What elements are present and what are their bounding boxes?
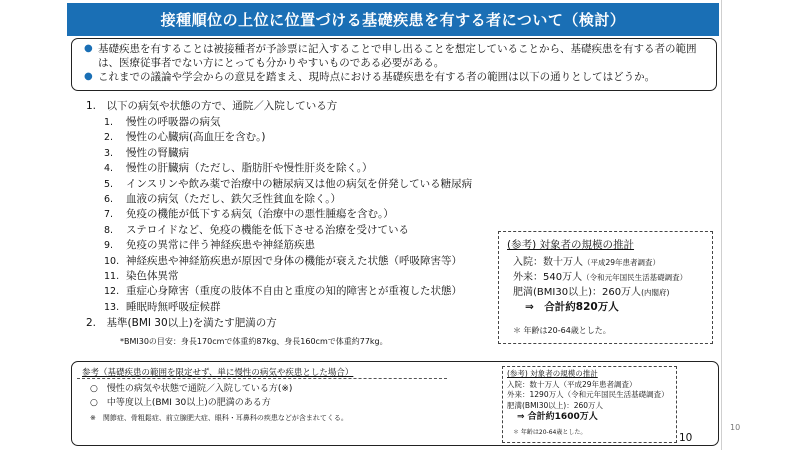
- intro-bullet: [84, 70, 710, 84]
- slide-number: 10: [730, 423, 741, 432]
- estimate-row: 外来：1290万人（令和元年国民生活基礎調査）: [507, 390, 669, 399]
- list-item: [104, 177, 516, 192]
- list-item: ○ 中等度以上(BMI 30以上)の肥満のある方: [90, 398, 271, 408]
- reference-estimate-box: [498, 231, 713, 344]
- list-item: ○ 慢性の病気や状態で通院／入院している方(※): [90, 384, 293, 394]
- item-text: 慢性の腎臓病: [126, 146, 189, 159]
- condition-list: [104, 115, 516, 315]
- estimate-row: [513, 270, 706, 285]
- estimate-source: （令和元年国民生活基礎調査）: [582, 273, 688, 282]
- obesity-section: [86, 315, 388, 347]
- reference-estimate-box-2: [502, 366, 677, 443]
- item-text: 慢性の心臓病(高血圧を含む。): [126, 131, 266, 144]
- age-note: ＊ 年齢は20-64歳とした。: [513, 429, 587, 436]
- list-item: [104, 284, 516, 299]
- item-number: 2.: [104, 132, 114, 144]
- item-number: 7.: [104, 209, 114, 221]
- estimate-row: 肥満(BMI30以上)：260万人: [507, 400, 604, 410]
- estimate-source: （平成29年患者調査）: [583, 258, 661, 267]
- list-item: [104, 207, 516, 222]
- list-item: [104, 254, 516, 269]
- age-note: ＊ 年齢は20-64歳とした。: [513, 326, 611, 335]
- estimate-row: 入院：数十万人（平成29年患者調査）: [507, 379, 637, 389]
- item-number: 13.: [104, 301, 120, 313]
- scope-list: [90, 382, 292, 410]
- slide-edge-line: [721, 0, 722, 450]
- item-number: 3.: [104, 147, 114, 159]
- page-number: 10: [679, 432, 693, 444]
- dashed-divider: [77, 378, 447, 379]
- bmi-note: *BMI30の目安：身長170cmで体重約87kg、身長160cmで体重約77kg。: [120, 337, 388, 346]
- item-text: ステロイドなど、免疫の機能を低下させる治療を受けている: [126, 223, 409, 236]
- list-item: [104, 146, 516, 161]
- item-number: 9.: [104, 240, 114, 252]
- section2-heading: 2. 基準(BMI 30以上)を満たす肥満の方: [86, 317, 277, 329]
- estimate-label: 外来：540万人: [513, 272, 583, 283]
- item-text: 免疫の機能が低下する病気（治療中の悪性腫瘍を含む。）: [126, 208, 394, 221]
- list-item: [104, 161, 516, 176]
- estimate-total: ⇒ 合計約820万人: [525, 301, 619, 313]
- item-number: 11.: [104, 270, 120, 282]
- estimate-row: [513, 285, 706, 300]
- item-text: 慢性の呼吸器の病気: [126, 116, 221, 128]
- item-number: 6.: [104, 193, 114, 205]
- reference-title: (参考) 対象者の規模の推計: [507, 239, 635, 251]
- reference-scope-box: [71, 361, 719, 446]
- list-item: [104, 269, 516, 284]
- item-text: 染色体異常: [126, 269, 179, 282]
- item-text: 免疫の異常に伴う神経疾患や神経筋疾患: [126, 239, 315, 252]
- item-text: 睡眠時無呼吸症候群: [126, 300, 221, 313]
- item-text: インスリンや飲み薬で治療中の糖尿病又は他の病気を併発している糖尿病: [126, 177, 473, 190]
- intro-box: [71, 38, 717, 91]
- list-item: [104, 238, 516, 253]
- estimate-row: [513, 255, 706, 270]
- list-item: [104, 115, 516, 130]
- scope-heading: 参考（基礎疾患の範囲を限定せず、単に慢性の病気や疾患とした場合）: [82, 368, 354, 378]
- item-number: 12.: [104, 286, 120, 298]
- item-number: 1.: [104, 117, 114, 128]
- scope-note: ※ 関節症、骨粗鬆症、前立腺肥大症、眼科・耳鼻科の疾患などが含まれてくる。: [90, 414, 348, 422]
- bullet-circle-icon: ●: [84, 71, 93, 82]
- list-item: [104, 192, 516, 207]
- item-number: 4.: [104, 163, 114, 175]
- intro-bullet: [84, 42, 710, 70]
- reference-title: (参考) 対象者の規模の推計: [507, 369, 598, 378]
- item-text: 慢性の肝臓病（ただし、脂肪肝や慢性肝炎を除く。）: [126, 162, 373, 175]
- intro-text: 基礎疾患を有することは被接種者が予診票に記入することで申し出ることを想定していることから、基礎疾患を有する者の範囲は、医療従事者でない方にとっても分かりやすいものである必要がある。: [98, 43, 697, 69]
- estimate-total: ⇒ 合計約1600万人: [517, 412, 598, 422]
- item-text: 重症心身障害（重度の肢体不自由と重度の知的障害とが重複した状態）: [126, 285, 462, 298]
- list-item: [104, 223, 516, 238]
- list-item: [104, 130, 516, 145]
- estimate-source: (内閣府): [641, 288, 670, 297]
- list-item: [104, 300, 516, 315]
- item-number: 5.: [104, 178, 114, 190]
- item-text: 血液の病気（ただし、鉄欠乏性貧血を除く。）: [126, 192, 342, 205]
- condition-list-section: [86, 99, 516, 315]
- section1-heading: 1. 以下の病気や状態の方で、通院／入院している方: [86, 100, 338, 112]
- intro-text: これまでの議論や学会からの意見を踏まえ、現時点における基礎疾患を有する者の範囲は以下の通りとしてはどうか。: [98, 71, 656, 83]
- item-number: 10.: [104, 255, 120, 267]
- estimate-label: 肥満(BMI30以上)：260万人: [513, 287, 642, 298]
- item-number: 8.: [104, 224, 114, 236]
- estimate-label: 入院：数十万人: [513, 257, 583, 268]
- bullet-circle-icon: ●: [84, 43, 93, 54]
- item-text: 神経疾患や神経筋疾患が原因で身体の機能が衰えた状態（呼吸障害等）: [126, 254, 462, 267]
- page-title: 接種順位の上位に位置づける基礎疾患を有する者について（検討）: [67, 3, 719, 36]
